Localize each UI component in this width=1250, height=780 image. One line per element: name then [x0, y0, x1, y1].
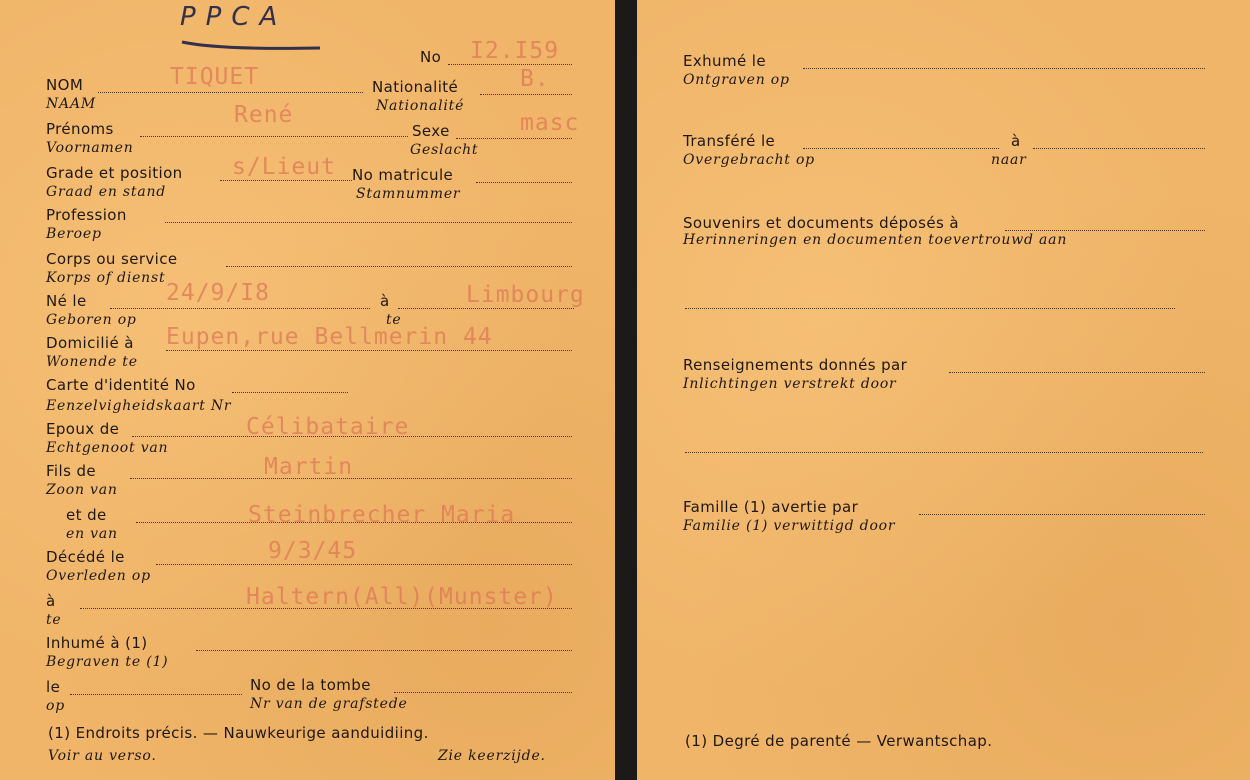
degre-footnote: (1) Degré de parenté — Verwantschap.: [685, 732, 993, 750]
sexe-value: masc: [520, 110, 580, 136]
corps-label: Corps ou service: [46, 250, 178, 268]
souvenirs-label: Souvenirs et documents déposés à: [683, 214, 959, 232]
familie-label: Familie (1) verwittigd door: [683, 518, 896, 534]
en-van-label: en van: [66, 526, 118, 542]
prenoms-value: René: [234, 102, 294, 128]
a-value: Haltern(All)(Munster): [246, 584, 558, 610]
zoon-label: Zoon van: [46, 482, 118, 498]
nationalite-value: B.: [520, 66, 550, 92]
voornamen-label: Voornamen: [46, 140, 134, 156]
number-dots: [448, 64, 572, 65]
carte-label: Carte d'identité No: [46, 376, 196, 394]
nom-dots: [98, 92, 363, 93]
ne-a-dots: [398, 308, 574, 309]
geboren-op-label: Geboren op: [46, 312, 137, 328]
footnote: (1) Endroits précis. — Nauwkeurige aanduidiing.: [48, 724, 429, 742]
famille-label: Famille (1) avertie par: [683, 498, 859, 516]
handwritten-underline: [180, 36, 330, 54]
exhume-label: Exhumé le: [683, 52, 766, 70]
number-label: No: [420, 48, 442, 66]
nom-value: TIQUET: [170, 64, 260, 90]
nationaliteit-label: Nationalité: [376, 98, 465, 114]
decede-dots: [156, 564, 572, 565]
inlichtingen-label: Inlichtingen verstrekt door: [683, 376, 897, 392]
profession-label: Profession: [46, 206, 127, 224]
le-dots: [70, 694, 242, 695]
prenoms-label: Prénoms: [46, 120, 114, 138]
decede-label: Décédé le: [46, 548, 125, 566]
et-de-value: Steinbrecher Maria: [248, 502, 516, 528]
ne-a-label: à: [380, 292, 390, 310]
op-label: op: [46, 698, 65, 714]
beroep-label: Beroep: [46, 226, 102, 242]
transfere-dots: [803, 148, 999, 149]
decede-value: 9/3/45: [268, 538, 358, 564]
transfere-a-dots: [1033, 148, 1205, 149]
grafstede-label: Nr van de grafstede: [250, 696, 408, 712]
renseignements-dots: [949, 372, 1205, 373]
domicilie-value: Eupen,rue Bellmerin 44: [166, 324, 493, 350]
sexe-label: Sexe: [412, 122, 450, 140]
overleden-label: Overleden op: [46, 568, 151, 584]
herinneringen-label: Herinneringen en documenten toevertrouwd aan: [683, 232, 1068, 248]
ontgraven-label: Ontgraven op: [683, 72, 790, 88]
souvenirs-dots: [1005, 230, 1205, 231]
begraven-label: Begraven te (1): [46, 654, 169, 670]
eenzelvigheid-label: Eenzelvigheidskaart Nr: [46, 398, 232, 414]
ne-le-dots: [110, 308, 370, 309]
a-label: à: [46, 592, 56, 610]
sexe-dots: [456, 138, 572, 139]
index-card-back: [637, 0, 1250, 780]
korps-label: Korps of dienst: [46, 270, 166, 286]
grade-value: s/Lieut: [232, 154, 336, 180]
grade-label: Grade et position: [46, 164, 183, 182]
index-card-front: [0, 0, 615, 780]
overgebracht-label: Overgebracht op: [683, 152, 815, 168]
graad-label: Graad en stand: [46, 184, 167, 200]
domicilie-label: Domicilié à: [46, 334, 134, 352]
fils-label: Fils de: [46, 462, 97, 480]
famille-dots: [919, 514, 1205, 515]
epoux-label: Epoux de: [46, 420, 120, 438]
renseignements-label: Renseignements donnés par: [683, 356, 908, 374]
exhume-dots: [803, 68, 1205, 69]
corps-dots: [226, 266, 572, 267]
tombe-dots: [394, 692, 572, 693]
stamnummer-label: Stamnummer: [356, 186, 461, 202]
inhume-label: Inhumé à (1): [46, 634, 148, 652]
nom-label: NOM: [46, 76, 84, 94]
zie-keerzijde: Zie keerzijde.: [438, 748, 546, 764]
ne-te-label: te: [386, 312, 402, 328]
domicilie-dots: [166, 350, 572, 351]
ne-a-value: Limbourg: [466, 282, 585, 308]
epoux-value: Célibataire: [246, 414, 410, 440]
matricule-dots: [476, 182, 572, 183]
naar-label: naar: [991, 152, 1027, 168]
carte-dots: [232, 392, 348, 393]
prenoms-dots: [140, 136, 408, 137]
renseignements-extra-dots: [685, 452, 1203, 453]
wonende-label: Wonende te: [46, 354, 138, 370]
souvenirs-extra-dots: [685, 308, 1175, 309]
profession-dots: [165, 222, 572, 223]
handwritten-header: PPCA: [180, 2, 288, 32]
tombe-label: No de la tombe: [250, 676, 371, 694]
ne-le-value: 24/9/I8: [166, 280, 270, 306]
number-value: I2.I59: [470, 38, 560, 64]
naam-label: NAAM: [46, 96, 97, 112]
inhume-dots: [196, 650, 572, 651]
fils-value: Martin: [264, 454, 354, 480]
ne-le-label: Né le: [46, 292, 87, 310]
nationalite-dots: [480, 94, 572, 95]
voir-au-verso: Voir au verso.: [48, 748, 157, 764]
grade-dots: [220, 180, 352, 181]
geslacht-label: Geslacht: [410, 142, 479, 158]
le-label: le: [46, 678, 61, 696]
nationalite-label: Nationalité: [372, 78, 459, 96]
echtgenoot-label: Echtgenoot van: [46, 440, 169, 456]
et-de-label: et de: [66, 506, 107, 524]
transfere-a-label: à: [1011, 132, 1021, 150]
matricule-label: No matricule: [352, 166, 454, 184]
te-label: te: [46, 612, 62, 628]
transfere-label: Transféré le: [683, 132, 776, 150]
